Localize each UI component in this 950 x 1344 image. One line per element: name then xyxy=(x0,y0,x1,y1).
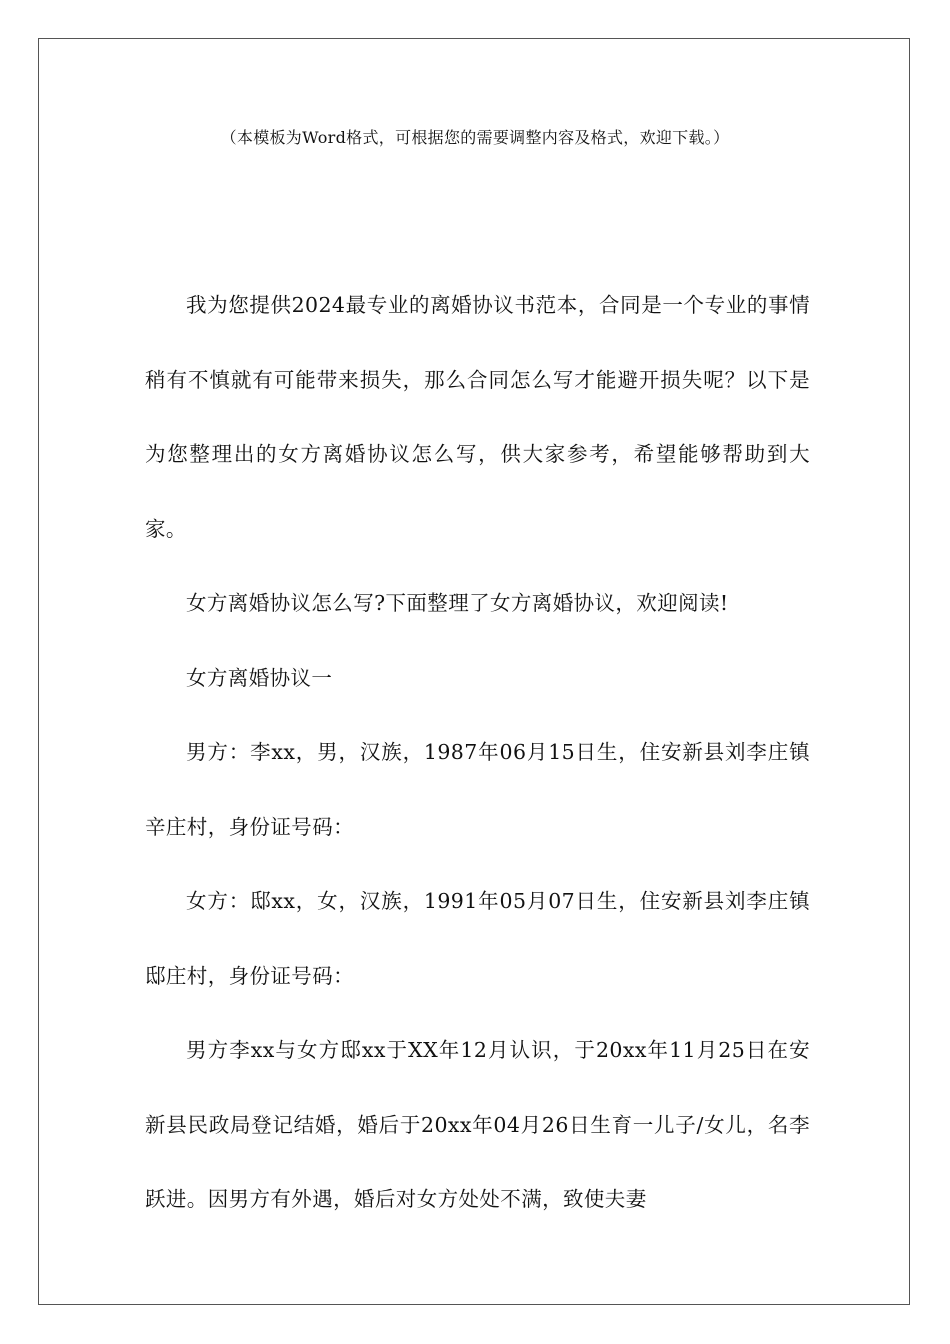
intro-paragraph: 我为您提供2024最专业的离婚协议书范本，合同是一个专业的事情稍有不慎就有可能带来损失，那么合同怎么写才能避开损失呢？以下是为您整理出的女方离婚协议怎么写，供大家参考，希望能够帮助到大家。 xyxy=(145,293,810,541)
reading-guide-paragraph: 女方离婚协议怎么写?下面整理了女方离婚协议，欢迎阅读! xyxy=(186,591,729,615)
party-male-paragraph: 男方：李xx，男，汉族，1987年06月15日生，住安新县刘李庄镇辛庄村，身份证号码： xyxy=(145,740,810,839)
section-heading: 女方离婚协议一 xyxy=(186,665,333,690)
background-paragraph: 男方李xx与女方邸xx于XX年12月认识，于20xx年11月25日在安新县民政局登记结婚，婚后于20xx年04月26日生育一儿子/女儿，名李跃进。因男方有外遇，婚后对女方处处不满，致使夫妻 xyxy=(145,1038,810,1211)
document-body xyxy=(145,268,810,1237)
party-female-paragraph: 女方：邸xx，女，汉族，1991年05月07日生，住安新县刘李庄镇邸庄村，身份证号码： xyxy=(145,889,810,988)
template-notice: （本模板为Word格式，可根据您的需要调整内容及格式，欢迎下载。） xyxy=(220,128,730,147)
